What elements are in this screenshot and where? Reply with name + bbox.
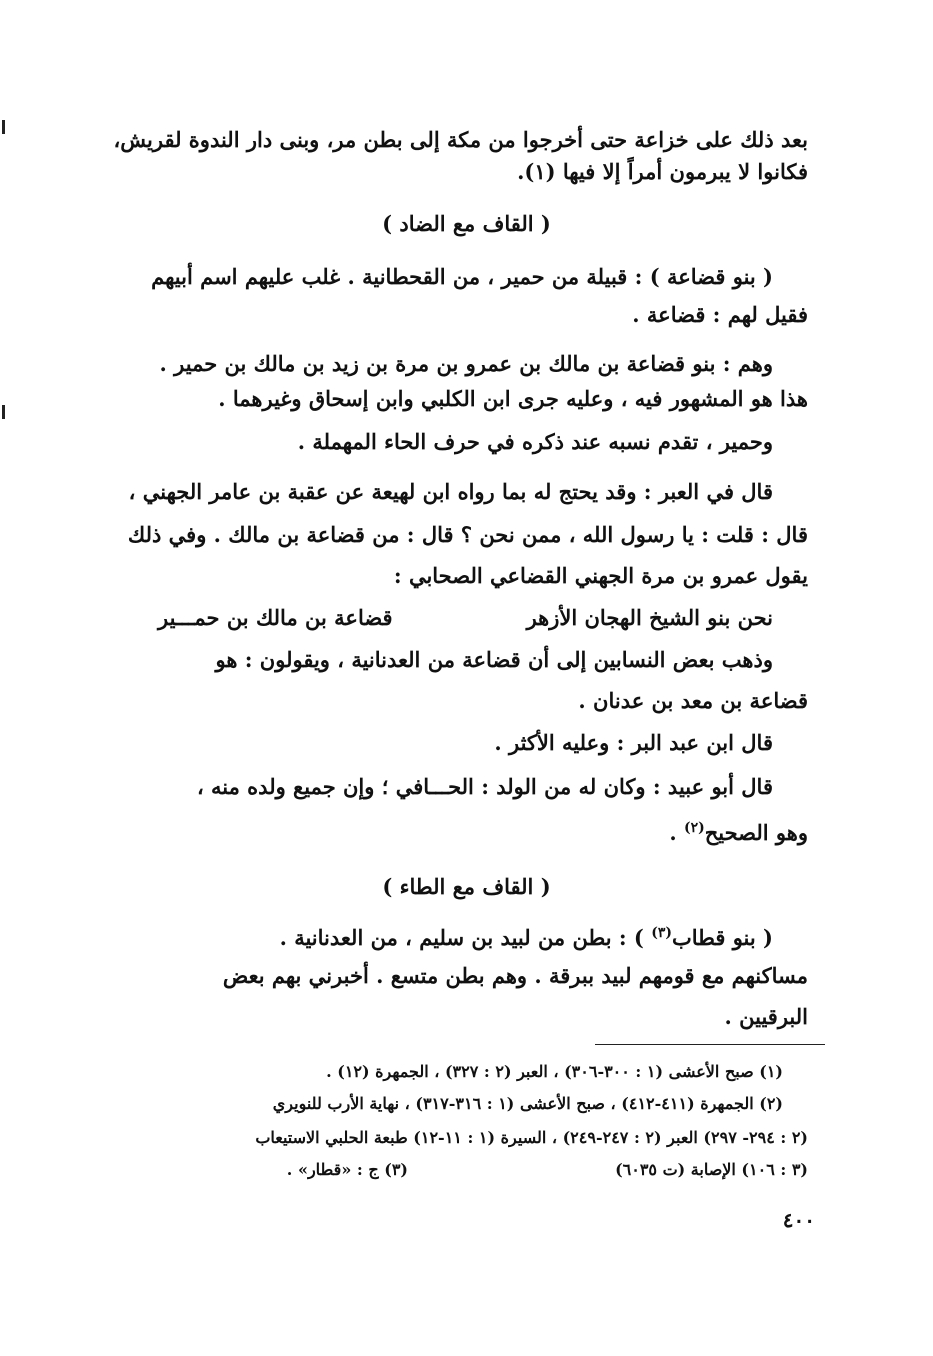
paragraph-text: وهو الصحيح	[704, 820, 808, 845]
paragraph-line: وحمير ، تقدم نسبه عند ذكره في حرف الحاء المهملة .	[297, 429, 773, 454]
paragraph-line: ( بنو قضاعة ) : قبيلة من حمير ، من القحطانية . غلب عليهم اسم أبيهم	[151, 264, 773, 289]
paragraph-line: بعد ذلك على خزاعة حتى أخرجوا من مكة إلى بطن مر، وبنى دار الندوة لقريش،	[113, 127, 808, 152]
poem-verse	[158, 603, 773, 633]
paragraph-line: قال ابن عبد البر : وعليه الأكثر .	[494, 730, 773, 755]
paragraph-line: وذهب بعض النسابين إلى أن قضاعة من العدنانية ، ويقولون : هو	[215, 647, 773, 672]
paragraph-line: قضاعة بن معد بن عدنان .	[578, 688, 808, 713]
footnote-2-line: (٣ : ١٠٦) الإصابة (ت ٦٠٣٥)	[615, 1160, 808, 1179]
footnote-2-line: (٢) الجمهرة (٤١١-٤١٢) ، صبح الأعشى (١ : ٣١٦-٣١٧) ، نهاية الأرب للنويري	[272, 1094, 783, 1113]
scan-edge-mark	[2, 405, 5, 419]
footnote-2-line: (٢ : ٢٩٤- ٢٩٧) العبر (٢ : ٢٤٧-٢٤٩) ، السيرة (١ : ١١-١٢) طبعة الحلبي الاستيعاب	[255, 1128, 808, 1147]
paragraph-line: فقيل لهم : قضاعة .	[632, 302, 808, 327]
footnote-reference[interactable]: (٢)	[683, 820, 705, 836]
paragraph-line: قال : قلت : يا رسول الله ، ممن نحن ؟ قال : من قضاعة بن مالك . وفي ذلك	[127, 522, 808, 547]
page-number: ٤٠٠	[782, 1208, 815, 1232]
section-heading-qaf-ta: ( القاف مع الطاء )	[382, 874, 551, 899]
paragraph-text: .	[669, 820, 684, 845]
footnote-1: (١) صبح الأعشى (١ : ٣٠٠-٣٠٦) ، العبر (٢ : ٣٢٧) ، الجمهرة (١٢) .	[326, 1062, 783, 1081]
paragraph-line	[158, 918, 773, 953]
paragraph-line	[158, 813, 808, 848]
scan-edge-mark	[2, 120, 5, 134]
footnote-reference[interactable]: (٣)	[651, 925, 672, 941]
paragraph-text: ( بنو قطاب	[671, 925, 773, 950]
paragraph-line: البرقيين .	[724, 1004, 808, 1029]
footnote-divider	[595, 1044, 825, 1045]
paragraph-line: قال أبو عبيد : وكان له من الولد : الحـــافي ؛ وإن جميع ولده منه ،	[196, 774, 773, 799]
paragraph-text: ) : بطن من لبيد بن سليم ، من العدنانية .	[279, 925, 652, 950]
footnote-3: (٣) ج : «قطار» .	[286, 1160, 408, 1179]
paragraph-line: مساكنهم مع قومهم لبيد ببرقة . وهم بطن متسع . أخبرني بهم بعض	[222, 963, 808, 988]
paragraph-line: يقول عمرو بن مرة الجهني القضاعي الصحابي :	[393, 563, 808, 588]
paragraph-line: هذا هو المشهور فيه ، وعليه جرى ابن الكلبي وابن إسحاق وغيرهما .	[218, 386, 808, 411]
paragraph-line: قال في العبر : وقد يحتج له بما رواه ابن لهيعة عن عقبة بن عامر الجهني ،	[128, 479, 773, 504]
footnote-row	[153, 1158, 808, 1182]
paragraph-line: وهم : بنو قضاعة بن مالك بن عمرو بن مرة بن زيد بن مالك بن حمير .	[159, 351, 773, 376]
verse-hemistich-second: قضاعة بن مالك بن حمـــير	[158, 605, 393, 630]
section-heading-qaf-dad: ( القاف مع الضاد )	[382, 211, 551, 236]
verse-hemistich-first: نحن بنو الشيخ الهجان الأزهر	[526, 605, 773, 630]
paragraph-line: فكانوا لا يبرمون أمراً إلا فيها (١).	[517, 159, 808, 184]
